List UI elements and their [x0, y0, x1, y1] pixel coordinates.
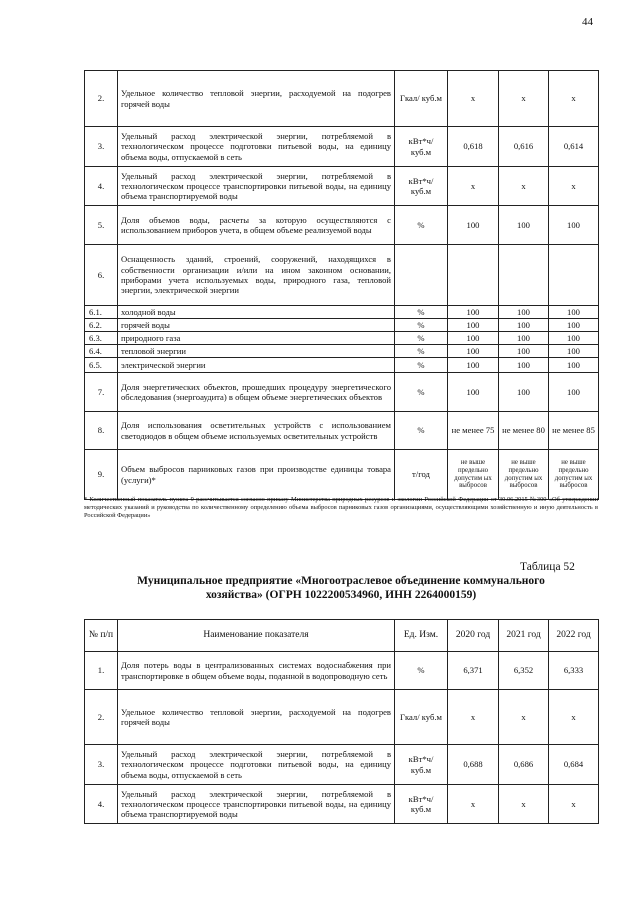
- unit-cell: кВт*ч/ куб.м: [395, 127, 448, 167]
- value-2020: 100: [448, 373, 499, 412]
- row-number: 2.: [85, 71, 118, 127]
- row-number: 6.: [85, 245, 118, 306]
- value-2022: 100: [549, 345, 599, 358]
- table-row: [85, 206, 599, 245]
- indicator-name: Доля энергетических объектов, прошедших процедуру энергетического обследования (энергоаудита) в общем объеме энергетических объектов: [118, 373, 395, 412]
- value-2022: х: [549, 71, 599, 127]
- value-2021: 0,686: [499, 745, 549, 785]
- unit-cell: [395, 245, 448, 306]
- row-number: 6.5.: [85, 358, 118, 373]
- unit-cell: т/год: [395, 450, 448, 500]
- indicator-name: Объем выбросов парниковых газов при производстве единицы товара (услуги)*: [118, 450, 395, 500]
- header-year-2020: 2020 год: [448, 620, 499, 652]
- unit-cell: Гкал/ куб.м: [395, 690, 448, 745]
- value-2021: 0,616: [499, 127, 549, 167]
- value-2021: х: [499, 71, 549, 127]
- value-2020: 100: [448, 345, 499, 358]
- value-2021: х: [499, 785, 549, 824]
- unit-cell: %: [395, 319, 448, 332]
- value-2022: 100: [549, 319, 599, 332]
- indicator-name: горячей воды: [118, 319, 395, 332]
- table-title-line: хозяйства» (ОГРН 1022200534960, ИНН 2264000159): [205, 589, 477, 602]
- indicator-name: Оснащенность зданий, строений, сооружений, находящихся в собственности организации и/или на ином законном основании, приборами учета используемых воды, природного газа, тепловой энергии, электрической энергии: [118, 245, 395, 306]
- table-row: [85, 745, 599, 785]
- table-row: [85, 245, 599, 306]
- indicator-name: Доля потерь воды в централизованных системах водоснабжения при транспортировке в общем объеме воды, поданной в водопроводную сеть: [118, 652, 395, 690]
- table-title-line: Муниципальное предприятие «Многоотраслевое объединение коммунального: [137, 575, 545, 587]
- indicators-table-continued: [84, 70, 599, 500]
- value-2022: 100: [549, 306, 599, 319]
- indicator-name: Доля объемов воды, расчеты за которую осуществляются с использованием приборов учета, в общем объеме реализуемой воды: [118, 206, 395, 245]
- unit-cell: %: [395, 332, 448, 345]
- table-row: [85, 332, 599, 345]
- header-name: Наименование показателя: [118, 620, 395, 652]
- value-2022: 6,333: [549, 652, 599, 690]
- value-2022: 100: [549, 373, 599, 412]
- indicator-name: Удельный расход электрической энергии, потребляемой в технологическом процессе подготовки питьевой воды, на единицу объема воды, отпускаемой в сеть: [118, 745, 395, 785]
- table-row: [85, 358, 599, 373]
- unit-cell: %: [395, 652, 448, 690]
- row-number: 6.3.: [85, 332, 118, 345]
- unit-cell: кВт*ч/ куб.м: [395, 167, 448, 206]
- value-2021: 100: [499, 345, 549, 358]
- value-2020: [448, 245, 499, 306]
- table-row: [85, 785, 599, 824]
- table-row: [85, 167, 599, 206]
- value-2021: 100: [499, 319, 549, 332]
- footnote: * Количественный показатель пункта 9 рассчитывается согласно приказу Министерства природных ресурсов и экологии Российской Федерации от 30.06.2015 №300 «Об утверждении методических указаний и руководства по количественному определению объема выбросов парниковых газов организациями, осуществляющими хозяйственную и иную деятельность в Российской Федерации»: [84, 496, 598, 520]
- unit-cell: Гкал/ куб.м: [395, 71, 448, 127]
- table-header-row: [85, 620, 599, 652]
- table-row: [85, 306, 599, 319]
- value-2020: х: [448, 167, 499, 206]
- value-2021: 100: [499, 332, 549, 345]
- value-2021: [499, 245, 549, 306]
- indicator-name: природного газа: [118, 332, 395, 345]
- value-2021: 100: [499, 206, 549, 245]
- value-2020: 0,688: [448, 745, 499, 785]
- value-2020: х: [448, 690, 499, 745]
- indicator-name: Удельное количество тепловой энергии, расходуемой на подогрев горячей воды: [118, 690, 395, 745]
- header-year-2021: 2021 год: [499, 620, 549, 652]
- value-2020: 100: [448, 319, 499, 332]
- row-number: 2.: [85, 690, 118, 745]
- row-number: 6.4.: [85, 345, 118, 358]
- value-2021: 100: [499, 358, 549, 373]
- table-row: [85, 319, 599, 332]
- value-2022: не выше предельно допустим ых выбросов: [549, 450, 599, 500]
- row-number: 1.: [85, 652, 118, 690]
- value-2022: не менее 85: [549, 412, 599, 450]
- row-number: 4.: [85, 167, 118, 206]
- table-label: Таблица 52: [520, 561, 575, 573]
- header-unit: Ед. Изм.: [395, 620, 448, 652]
- value-2021: 100: [499, 373, 549, 412]
- value-2021: не менее 80: [499, 412, 549, 450]
- value-2020: 100: [448, 206, 499, 245]
- value-2020: 0,618: [448, 127, 499, 167]
- indicator-name: Доля использования осветительных устройств с использованием светодиодов в общем объеме используемых осветительных устройств: [118, 412, 395, 450]
- value-2022: 0,684: [549, 745, 599, 785]
- unit-cell: %: [395, 412, 448, 450]
- row-number: 4.: [85, 785, 118, 824]
- unit-cell: %: [395, 358, 448, 373]
- table-row: [85, 690, 599, 745]
- value-2020: не менее 75: [448, 412, 499, 450]
- indicators-table-52: [84, 619, 599, 824]
- header-num: № п/п: [85, 620, 118, 652]
- table-row: [85, 652, 599, 690]
- table-row: [85, 412, 599, 450]
- table-title: [84, 574, 598, 603]
- value-2022: х: [549, 785, 599, 824]
- table-row: [85, 450, 599, 500]
- value-2021: х: [499, 167, 549, 206]
- indicator-name: Удельное количество тепловой энергии, расходуемой на подогрев горячей воды: [118, 71, 395, 127]
- unit-cell: кВт*ч/ куб.м: [395, 785, 448, 824]
- table-row: [85, 71, 599, 127]
- row-number: 7.: [85, 373, 118, 412]
- unit-cell: %: [395, 306, 448, 319]
- indicator-name: Удельный расход электрической энергии, потребляемой в технологическом процессе транспортировки питьевой воды, на единицу объема транспортируемой воды: [118, 785, 395, 824]
- table-row: [85, 373, 599, 412]
- value-2021: х: [499, 690, 549, 745]
- value-2022: [549, 245, 599, 306]
- table-row: [85, 345, 599, 358]
- row-number: 5.: [85, 206, 118, 245]
- value-2020: 100: [448, 332, 499, 345]
- value-2020: 100: [448, 358, 499, 373]
- value-2022: х: [549, 167, 599, 206]
- value-2021: 100: [499, 306, 549, 319]
- value-2022: х: [549, 690, 599, 745]
- value-2020: 6,371: [448, 652, 499, 690]
- row-number: 8.: [85, 412, 118, 450]
- table-row: [85, 127, 599, 167]
- row-number: 6.1.: [85, 306, 118, 319]
- value-2022: 0,614: [549, 127, 599, 167]
- value-2022: 100: [549, 358, 599, 373]
- value-2020: 100: [448, 306, 499, 319]
- value-2021: не выше предельно допустим ых выбросов: [499, 450, 549, 500]
- unit-cell: %: [395, 373, 448, 412]
- value-2021: 6,352: [499, 652, 549, 690]
- unit-cell: %: [395, 206, 448, 245]
- indicator-name: электрической энергии: [118, 358, 395, 373]
- row-number: 9.: [85, 450, 118, 500]
- indicator-name: холодной воды: [118, 306, 395, 319]
- row-number: 6.2.: [85, 319, 118, 332]
- page-number: 44: [582, 16, 593, 28]
- indicator-name: тепловой энергии: [118, 345, 395, 358]
- indicator-name: Удельный расход электрической энергии, потребляемой в технологическом процессе транспортировки питьевой воды, на единицу объема транспортируемой воды: [118, 167, 395, 206]
- row-number: 3.: [85, 127, 118, 167]
- unit-cell: %: [395, 345, 448, 358]
- indicator-name: Удельный расход электрической энергии, потребляемой в технологическом процессе подготовки питьевой воды, на единицу объема воды, отпускаемой в сеть: [118, 127, 395, 167]
- row-number: 3.: [85, 745, 118, 785]
- value-2022: 100: [549, 332, 599, 345]
- unit-cell: кВт*ч/ куб.м: [395, 745, 448, 785]
- value-2020: не выше предельно допустим ых выбросов: [448, 450, 499, 500]
- value-2022: 100: [549, 206, 599, 245]
- header-year-2022: 2022 год: [549, 620, 599, 652]
- value-2020: х: [448, 785, 499, 824]
- value-2020: х: [448, 71, 499, 127]
